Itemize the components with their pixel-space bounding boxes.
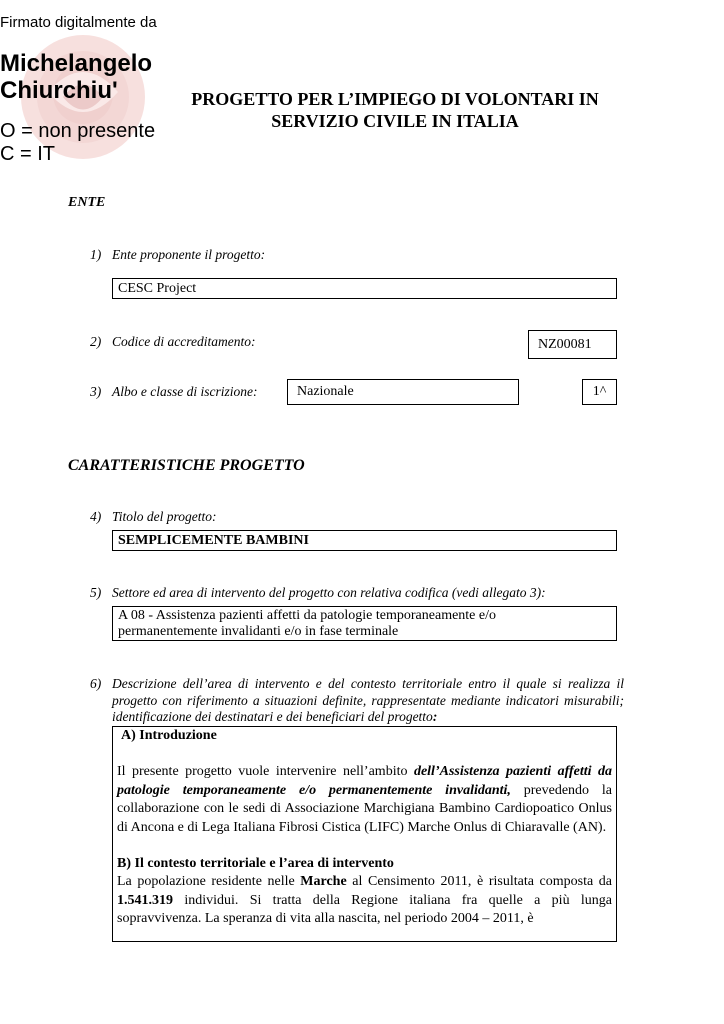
signature-caption: Firmato digitalmente da xyxy=(0,14,157,31)
q4-value-box: SEMPLICEMENTE BAMBINI xyxy=(112,530,617,551)
signer-name-line1: Michelangelo xyxy=(0,50,153,77)
q5-label: Settore ed area di intervento del progetto con relativa codifica (vedi allegato 3): xyxy=(112,585,546,600)
q3-number: 3) xyxy=(90,384,102,399)
section-b-heading: B) Il contesto territoriale e l’area di intervento xyxy=(117,856,394,871)
title-line2: SERVIZIO CIVILE IN ITALIA xyxy=(271,111,519,131)
signature-org: O = non presente xyxy=(0,120,156,142)
section-a-heading: A) Introduzione xyxy=(121,728,217,743)
q1-number: 1) xyxy=(90,247,102,262)
section-heading-progetto: CARATTERISTICHE PROGETTO xyxy=(68,457,305,474)
q5-number: 5) xyxy=(90,585,102,600)
q4-label: Titolo del progetto: xyxy=(112,509,217,524)
q6-description-box xyxy=(112,726,617,942)
q2-label: Codice di accreditamento: xyxy=(112,334,256,349)
q5-value-line1: A 08 - Assistenza pazienti affetti da patologie temporaneamente e/o xyxy=(118,608,496,623)
section-a-emphasis: dell’Assistenza pazienti affetti da patologie temporaneamente e/o permanentemente invalidanti, xyxy=(117,764,613,798)
section-heading-ente: ENTE xyxy=(68,195,106,210)
q3-label: Albo e classe di iscrizione: xyxy=(112,384,258,399)
section-b-text: La popolazione residente nelle Marche al Censimento 2011, è risultata composta da 1.541.319 individui. Si tratta della Regione italiana fra quelle a più lunga sopravvivenza. La speranza di vita alla nascita, nel periodo 2004 – 2011, è xyxy=(117,874,612,926)
q4-number: 4) xyxy=(90,509,102,524)
q6-label-colon: : xyxy=(432,709,438,724)
q6-number: 6) xyxy=(90,676,102,691)
q1-label: Ente proponente il progetto: xyxy=(112,247,266,262)
signer-name-line2: Chiurchiu' xyxy=(0,77,118,104)
title-line1: PROGETTO PER L’IMPIEGO DI VOLONTARI IN xyxy=(191,89,599,109)
section-a-text: Il presente progetto vuole intervenire nell’ambito dell’Assistenza pazienti affetti da patologie temporaneamente e/o permanentemente invalidanti, prevedendo la collaborazione con le sedi di Associazione Marchigiana Bambino Cardiopoatico Onlus di Ancona e di Lega Italiana Fibrosi Cistica (LIFC) Marche Onlus di Chiaravalle (AN). xyxy=(117,764,613,835)
q1-value-box: CESC Project xyxy=(112,278,617,299)
q6-label xyxy=(112,676,624,726)
q5-value-box xyxy=(112,606,617,641)
population-count: 1.541.319 xyxy=(117,892,173,908)
q5-value-line2: permanentemente invalidanti e/o in fase terminale xyxy=(118,624,399,639)
document-title xyxy=(150,88,640,132)
q3-class-box: 1^ xyxy=(582,379,617,405)
q2-value-box: NZ00081 xyxy=(528,330,617,359)
signature-country: C = IT xyxy=(0,143,56,165)
q3-value-box: Nazionale xyxy=(287,379,519,405)
q2-number: 2) xyxy=(90,334,102,349)
region-name: Marche xyxy=(300,874,347,889)
q6-label-text: Descrizione dell’area di intervento e del contesto territoriale entro il quale si realizza il progetto con riferimento a situazioni definite, rappresentate mediante indicatori misurabili; identificazione dei destinatari e dei beneficiari del progetto xyxy=(112,676,624,724)
